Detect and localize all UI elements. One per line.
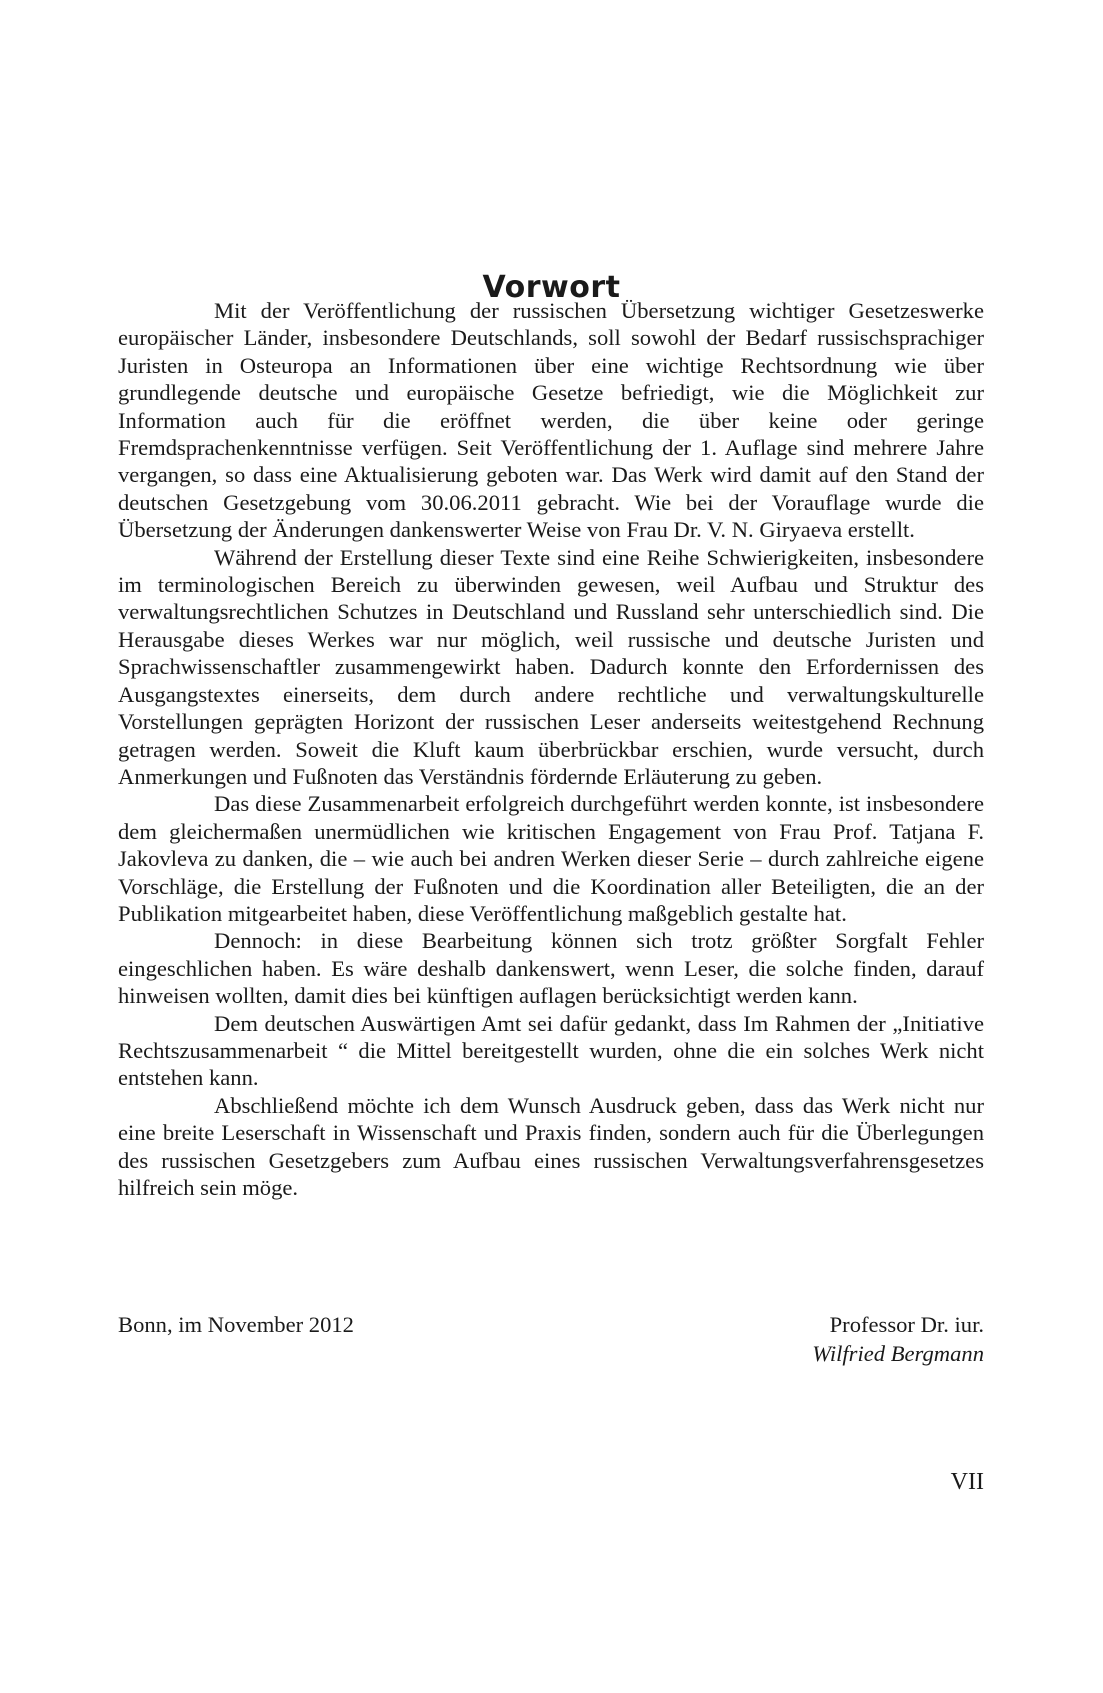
place-date: Bonn, im November 2012: [118, 1312, 354, 1337]
author-block: [812, 1310, 984, 1368]
paragraph-4: Dennoch: in diese Bearbeitung können sich trotz größter Sorgfalt Fehler eingeschlichen haben. Es wäre deshalb dankenswert, wenn Leser, die solche finden, darauf hinweisen wollten, damit dies bei künftigen auflagen berücksichtigt werden kann.: [118, 928, 984, 1009]
page-title: Vorwort: [482, 270, 621, 306]
paragraph-3: Das diese Zusammenarbeit erfolgreich durchgeführt werden konnte, ist insbesondere dem gleichermaßen unermüdlichen wie kritischen Engagement von Frau Prof. Tatjana F. Jakovleva zu danken, die – wie auch bei andren Werken dieser Serie – durch zahlreiche eigene Vorschläge, die Erstellung der Fußnoten und die Koordination aller Beteiligten, die an der Publikation mitgearbeitet haben, diese Veröffentlichung maßgeblich gestalte hat.: [118, 791, 984, 926]
paragraph-2: Während der Erstellung dieser Texte sind eine Reihe Schwierigkeiten, insbesondere im terminologischen Bereich zu überwinden gewesen, weil Aufbau und Struktur des verwaltungsrechtlichen Schutzes in Deutschland und Russland sehr unterschiedlich sind. Die Herausgabe dieses Werkes war nur möglich, weil russische und deutsche Juristen und Sprachwissenschaftler zusammengewirkt haben. Dadurch konnte den Erfordernissen des Ausgangstextes einerseits, dem durch andere rechtliche und verwaltungskulturelle Vorstellungen geprägten Horizont der russischen Leser anderseits weitestgehend Rechnung getragen werden. Soweit die Kluft kaum überbrückbar erschien, wurde versucht, durch Anmerkungen und Fußnoten das Verständnis fördernde Erläuterung zu geben.: [118, 544, 984, 789]
page-number: VII: [950, 1469, 984, 1495]
author-name: Wilfried Bergmann: [812, 1341, 984, 1366]
paragraph-6: Abschließend möchte ich dem Wunsch Ausdruck geben, dass das Werk nicht nur eine breite Leserschaft in Wissenschaft und Praxis finden, sondern auch für die Überlegungen des russischen Gesetzgebers zum Aufbau eines russischen Verwaltungsverfahrensgesetzes hilfreich sein möge.: [118, 1092, 984, 1200]
author-title: Professor Dr. iur.: [829, 1312, 984, 1337]
paragraph-1: Mit der Veröffentlichung der russischen Übersetzung wichtiger Gesetzeswerke europäischer Länder, insbesondere Deutschlands, soll sowohl der Bedarf russischsprachiger Juristen in Osteuropa an Informationen über eine wichtige Rechtsordnung wie über grundlegende deutsche und europäische Gesetze befriedigt, wie die Möglichkeit zur Information auch für die eröffnet werden, die über keine oder geringe Fremdsprachenkenntnisse verfügen. Seit Veröffentlichung der 1. Auflage sind mehrere Jahre vergangen, so dass eine Aktualisierung geboten war. Das Werk wird damit auf den Stand der deutschen Gesetzgebung vom 30.06.2011 gebracht. Wie bei der Vorauflage wurde die Übersetzung der Änderungen dankenswerter Weise von Frau Dr. V. N. Giryaeva erstellt.: [118, 298, 984, 543]
paragraph-5: Dem deutschen Auswärtigen Amt sei dafür gedankt, dass Im Rahmen der „Initiative Rechtszusammenarbeit “ die Mittel bereitgestellt wurden, ohne die ein solches Werk nicht entstehen kann.: [118, 1010, 984, 1091]
foreword-body: [118, 297, 984, 1201]
